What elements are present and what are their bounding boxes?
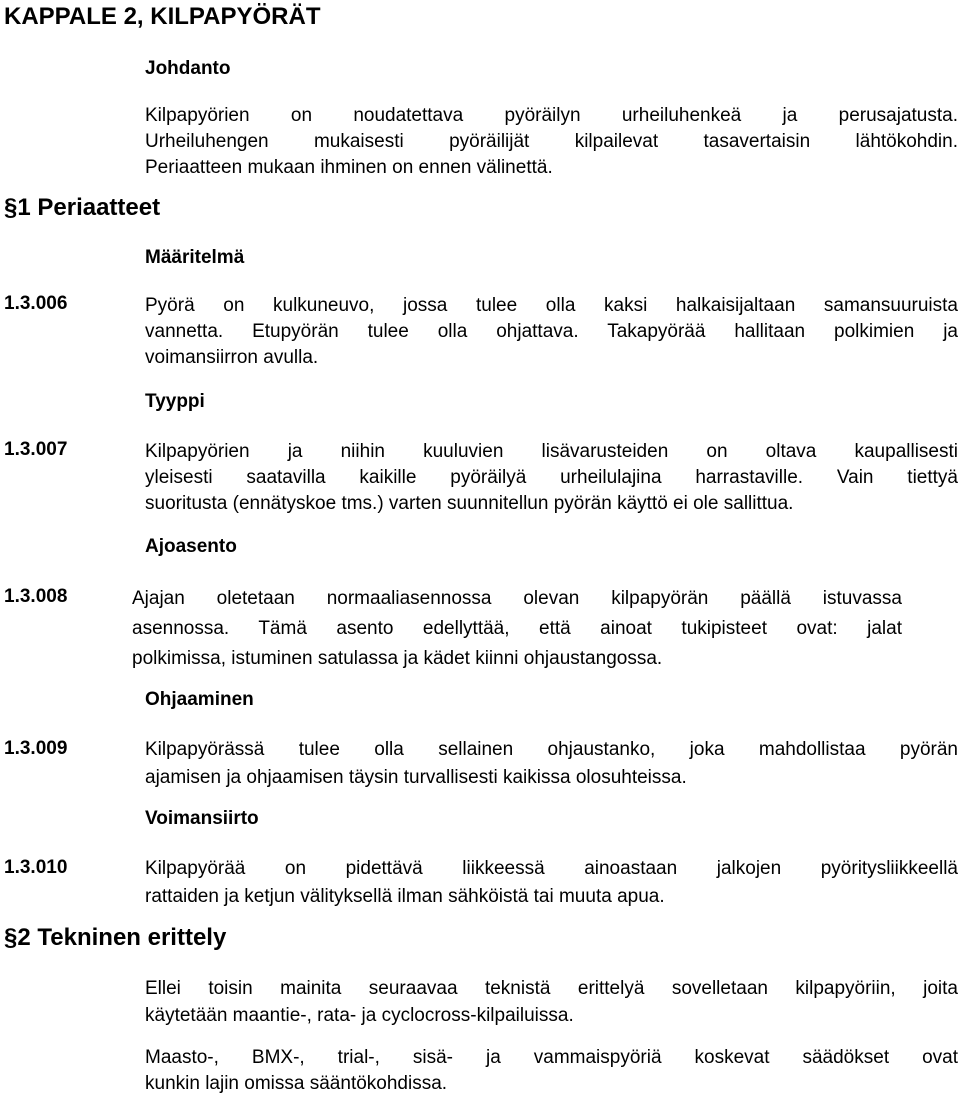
text-line: kunkin lajin omissa sääntökohdissa. bbox=[145, 1073, 448, 1094]
text-line: Kilpapyörässä tulee olla sellainen ohjaustanko, joka mahdollistaa pyörän bbox=[145, 739, 958, 760]
text-line: Ajajan oletetaan normaaliasennossa olevan kilpapyörän päällä istuvassa bbox=[132, 588, 902, 609]
rule-text bbox=[145, 736, 958, 792]
section-label: 2 Tekninen erittely bbox=[17, 924, 227, 951]
rule-number: 1.3.008 bbox=[4, 586, 68, 607]
text-line: Ellei toisin mainita seuraavaa teknistä erittelyä sovelletaan kilpapyöriin, joita bbox=[145, 978, 958, 999]
technical-paragraph bbox=[145, 1045, 958, 1097]
text-line: vannetta. Etupyörän tulee olla ohjattava. Takapyörää hallitaan polkimien ja bbox=[145, 321, 958, 342]
rule-text bbox=[145, 855, 958, 911]
rule-text bbox=[145, 293, 958, 371]
text-line: Kilpapyörien on noudatettava pyöräilyn urheiluhenkeä ja perusajatusta. bbox=[145, 105, 958, 126]
intro-heading: Johdanto bbox=[145, 58, 231, 79]
text-line: Pyörä on kulkuneuvo, jossa tulee olla kaksi halkaisijaltaan samansuuruista bbox=[145, 295, 958, 316]
section-heading-tekninen-erittely bbox=[4, 924, 226, 952]
text-line: Urheiluhengen mukaisesti pyöräilijät kilpailevat tasavertaisin lähtökohdin. bbox=[145, 131, 958, 152]
text-line: Maasto-, BMX-, trial-, sisä- ja vammaispyöriä koskevat säädökset ovat bbox=[145, 1047, 958, 1068]
rule-heading-tyyppi: Tyyppi bbox=[145, 391, 205, 412]
text-line: suoritusta (ennätyskoe tms.) varten suunnitellun pyörän käyttö ei ole sallittua. bbox=[145, 493, 794, 514]
rule-text bbox=[145, 439, 958, 517]
page-title: KAPPALE 2, KILPAPYÖRÄT bbox=[4, 3, 321, 30]
technical-paragraph bbox=[145, 975, 958, 1029]
text-line: Periaatteen mukaan ihminen on ennen välinettä. bbox=[145, 157, 553, 178]
text-line: Kilpapyörien ja niihin kuuluvien lisävarusteiden on oltava kaupallisesti bbox=[145, 441, 958, 462]
rule-text bbox=[132, 584, 902, 674]
rule-number: 1.3.006 bbox=[4, 293, 68, 314]
section-symbol: § bbox=[4, 924, 18, 951]
section-heading-periaatteet bbox=[4, 194, 160, 222]
section-symbol: § bbox=[4, 194, 18, 221]
rule-number: 1.3.007 bbox=[4, 439, 68, 460]
text-line: asennossa. Tämä asento edellyttää, että ainoat tukipisteet ovat: jalat bbox=[132, 618, 902, 639]
rule-number: 1.3.009 bbox=[4, 738, 68, 759]
rule-heading-maaritelma: Määritelmä bbox=[145, 247, 245, 268]
rule-number: 1.3.010 bbox=[4, 857, 68, 878]
text-line: ajamisen ja ohjaamisen täysin turvallisesti kaikissa olosuhteissa. bbox=[145, 767, 687, 788]
text-line: rattaiden ja ketjun välityksellä ilman sähköistä tai muuta apua. bbox=[145, 886, 665, 907]
text-line: voimansiirron avulla. bbox=[145, 347, 319, 368]
rule-heading-voimansiirto: Voimansiirto bbox=[145, 808, 259, 829]
text-line: käytetään maantie-, rata- ja cyclocross-kilpailuissa. bbox=[145, 1005, 574, 1026]
rule-heading-ohjaaminen: Ohjaaminen bbox=[145, 689, 254, 710]
intro-paragraph bbox=[145, 103, 958, 181]
text-line: Kilpapyörää on pidettävä liikkeessä ainoastaan jalkojen pyöritysliikkeellä bbox=[145, 858, 958, 879]
rule-heading-ajoasento: Ajoasento bbox=[145, 536, 237, 557]
text-line: polkimissa, istuminen satulassa ja kädet kiinni ohjaustangossa. bbox=[132, 648, 663, 669]
section-label: 1 Periaatteet bbox=[17, 194, 161, 221]
text-line: yleisesti saatavilla kaikille pyöräilyä urheilulajina harrastaville. Vain tiettyä bbox=[145, 467, 958, 488]
